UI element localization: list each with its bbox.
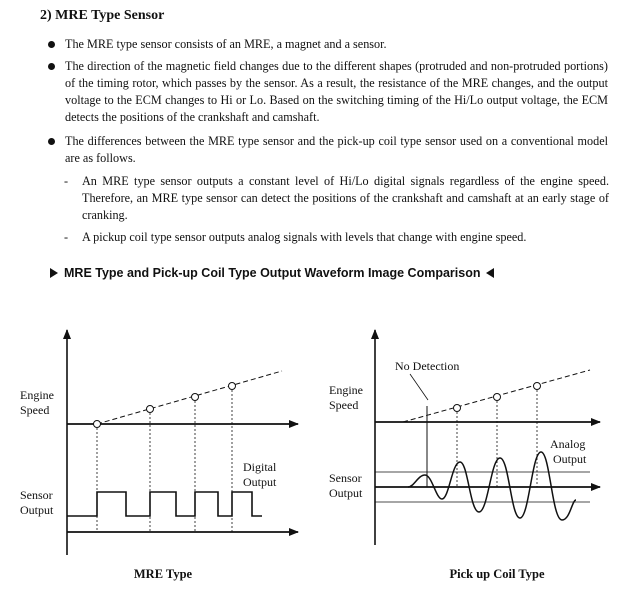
mre-detection-point: [147, 406, 154, 413]
mre-detection-point: [229, 383, 236, 390]
no-detection-label: No Detection: [395, 359, 460, 373]
pickup-engine-speed-label-2: Speed: [329, 398, 359, 412]
pickup-sensor-output-label: Sensor: [329, 471, 362, 485]
pickup-detection-point: [494, 394, 501, 401]
pickup-sensor-output-label-2: Output: [329, 486, 363, 500]
pickup-output-type-label: Analog: [550, 437, 586, 451]
sub-item-text: An MRE type sensor outputs a constant level of Hi/Lo digital signals regardless of the engine speed. Therefore, an MRE type sensor can detect the positions of the crankshaft and camshaft at an early stage of cranking.: [82, 174, 609, 222]
no-detection-leader: [410, 374, 428, 400]
mre-digital-waveform: [67, 492, 262, 516]
pickup-caption: Pick up Coil Type: [449, 567, 545, 581]
mre-engine-speed-label: Engine: [20, 388, 54, 402]
bullet-text: The direction of the magnetic field changes due to the different shapes (protruded and non-protruded portions) of the timing rotor, which passes by the sensor. As a result, the resistance of the MRE changes, and the output voltage to the ECM changes to Hi or Lo. Based on the switching timing of the Hi/Lo output voltage, the ECM detects the positions of the crankshaft and camshaft.: [65, 59, 608, 124]
pickup-output-type-label-2: Output: [553, 452, 587, 466]
bullet-text: The differences between the MRE type sensor and the pick-up coil type sensor used on a conventional model are as follows.: [65, 134, 608, 165]
mre-caption: MRE Type: [133, 567, 193, 581]
mre-engine-speed-label-2: Speed: [20, 403, 50, 417]
sub-item-text: A pickup coil type sensor outputs analog signals with levels that change with engine speed.: [82, 230, 527, 244]
section-heading: 2) MRE Type Sensor: [40, 8, 165, 23]
mre-engine-speed-line: [97, 371, 282, 424]
sub-item-marker: -: [64, 230, 69, 244]
pickup-detection-point: [454, 405, 461, 412]
pickup-detection-point: [534, 383, 541, 390]
mre-output-type-label-2: Output: [243, 475, 277, 489]
mre-output-type-label: Digital: [243, 460, 277, 474]
pickup-engine-speed-label: Engine: [329, 383, 363, 397]
bullet-text: The MRE type sensor consists of an MRE, a magnet and a sensor.: [65, 37, 387, 51]
sub-item-marker: -: [64, 174, 69, 188]
mre-detection-point: [94, 421, 101, 428]
pickup-diagram: [329, 330, 600, 581]
pickup-analog-waveform: [408, 452, 576, 520]
mre-diagram: [20, 330, 298, 581]
mre-sensor-output-label: Sensor: [20, 488, 53, 502]
comparison-title-text: MRE Type and Pick-up Coil Type Output Waveform Image Comparison: [64, 266, 481, 280]
mre-detection-point: [192, 394, 199, 401]
mre-sensor-output-label-2: Output: [20, 503, 54, 517]
